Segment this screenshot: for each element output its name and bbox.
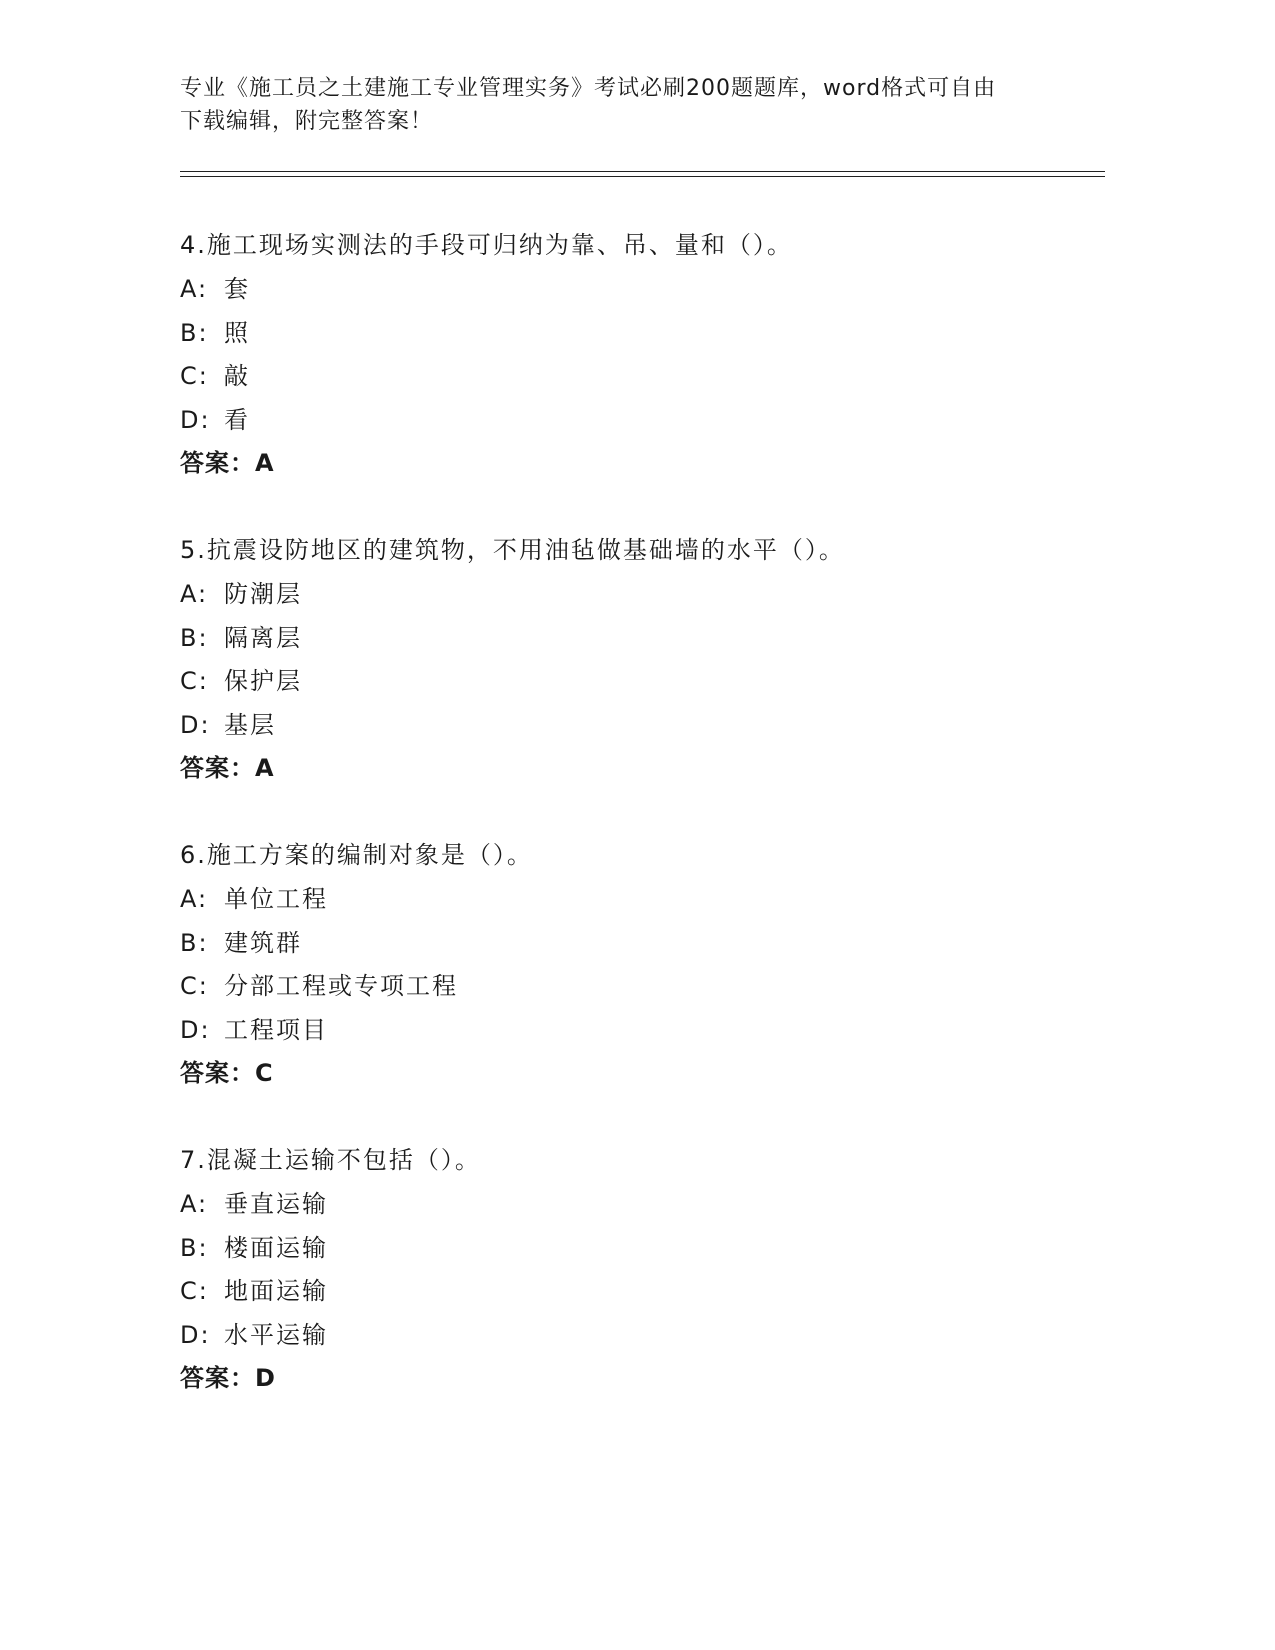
option-a bbox=[180, 579, 1080, 623]
question-title: 4.施工现场实测法的手段可归纳为靠、吊、量和（）。 bbox=[180, 231, 793, 259]
option-letter: B: bbox=[180, 928, 209, 957]
question-block bbox=[180, 230, 1080, 492]
answer-line: 答案：A bbox=[180, 754, 275, 783]
option-text: 基层 bbox=[224, 710, 276, 739]
option-letter: A: bbox=[180, 1190, 209, 1218]
option-text: 水平运输 bbox=[224, 1320, 328, 1349]
option-c bbox=[180, 971, 1080, 1015]
option-d bbox=[180, 1320, 1080, 1364]
option-b bbox=[180, 928, 1080, 972]
option-text: 楼面运输 bbox=[224, 1233, 328, 1262]
option-a bbox=[180, 884, 1080, 928]
option-text: 工程项目 bbox=[224, 1015, 328, 1044]
question-block bbox=[180, 1145, 1080, 1407]
header-line-1: 专业《施工员之土建施工专业管理实务》考试必刷200题题库，word格式可自由 bbox=[180, 76, 997, 101]
answer-line: 答案：C bbox=[180, 1059, 274, 1088]
option-d bbox=[180, 710, 1080, 754]
option-c bbox=[180, 361, 1080, 405]
option-text: 防潮层 bbox=[224, 580, 302, 608]
option-letter: C: bbox=[180, 362, 209, 391]
option-letter: D: bbox=[180, 405, 211, 434]
option-letter: C: bbox=[180, 667, 209, 696]
question-title: 6.施工方案的编制对象是（）。 bbox=[180, 841, 533, 869]
option-text: 隔离层 bbox=[224, 623, 302, 652]
header-divider-bottom bbox=[180, 176, 1105, 177]
option-text: 垂直运输 bbox=[224, 1190, 328, 1218]
option-text: 分部工程或专项工程 bbox=[224, 972, 458, 1001]
question-block bbox=[180, 840, 1080, 1102]
option-letter: A: bbox=[180, 580, 209, 608]
header-divider-top bbox=[180, 171, 1105, 172]
option-letter: B: bbox=[180, 318, 209, 347]
answer-line: 答案：A bbox=[180, 449, 275, 478]
option-letter: A: bbox=[180, 275, 209, 303]
option-text: 套 bbox=[224, 275, 250, 303]
option-letter: B: bbox=[180, 1233, 209, 1262]
option-b bbox=[180, 1233, 1080, 1277]
option-text: 建筑群 bbox=[224, 928, 302, 957]
option-letter: C: bbox=[180, 972, 209, 1001]
question-block bbox=[180, 535, 1080, 797]
option-text: 保护层 bbox=[224, 667, 302, 696]
option-letter: C: bbox=[180, 1277, 209, 1306]
option-text: 地面运输 bbox=[224, 1277, 328, 1306]
question-title: 5.抗震设防地区的建筑物，不用油毡做基础墙的水平（）。 bbox=[180, 536, 845, 564]
option-d bbox=[180, 1015, 1080, 1059]
option-letter: D: bbox=[180, 1320, 211, 1349]
option-letter: B: bbox=[180, 623, 209, 652]
option-text: 看 bbox=[224, 405, 250, 434]
option-a bbox=[180, 274, 1080, 318]
option-c bbox=[180, 1276, 1080, 1320]
option-c bbox=[180, 666, 1080, 710]
option-a bbox=[180, 1189, 1080, 1233]
option-letter: D: bbox=[180, 710, 211, 739]
option-b bbox=[180, 623, 1080, 667]
answer-line: 答案：D bbox=[180, 1364, 276, 1393]
option-letter: D: bbox=[180, 1015, 211, 1044]
option-d bbox=[180, 405, 1080, 449]
option-letter: A: bbox=[180, 885, 209, 913]
option-text: 单位工程 bbox=[224, 885, 328, 913]
option-b bbox=[180, 318, 1080, 362]
question-title: 7.混凝土运输不包括（）。 bbox=[180, 1146, 481, 1174]
document-header bbox=[180, 72, 1060, 138]
option-text: 照 bbox=[224, 318, 250, 347]
header-line-2: 下载编辑，附完整答案！ bbox=[180, 109, 434, 134]
option-text: 敲 bbox=[224, 362, 250, 391]
